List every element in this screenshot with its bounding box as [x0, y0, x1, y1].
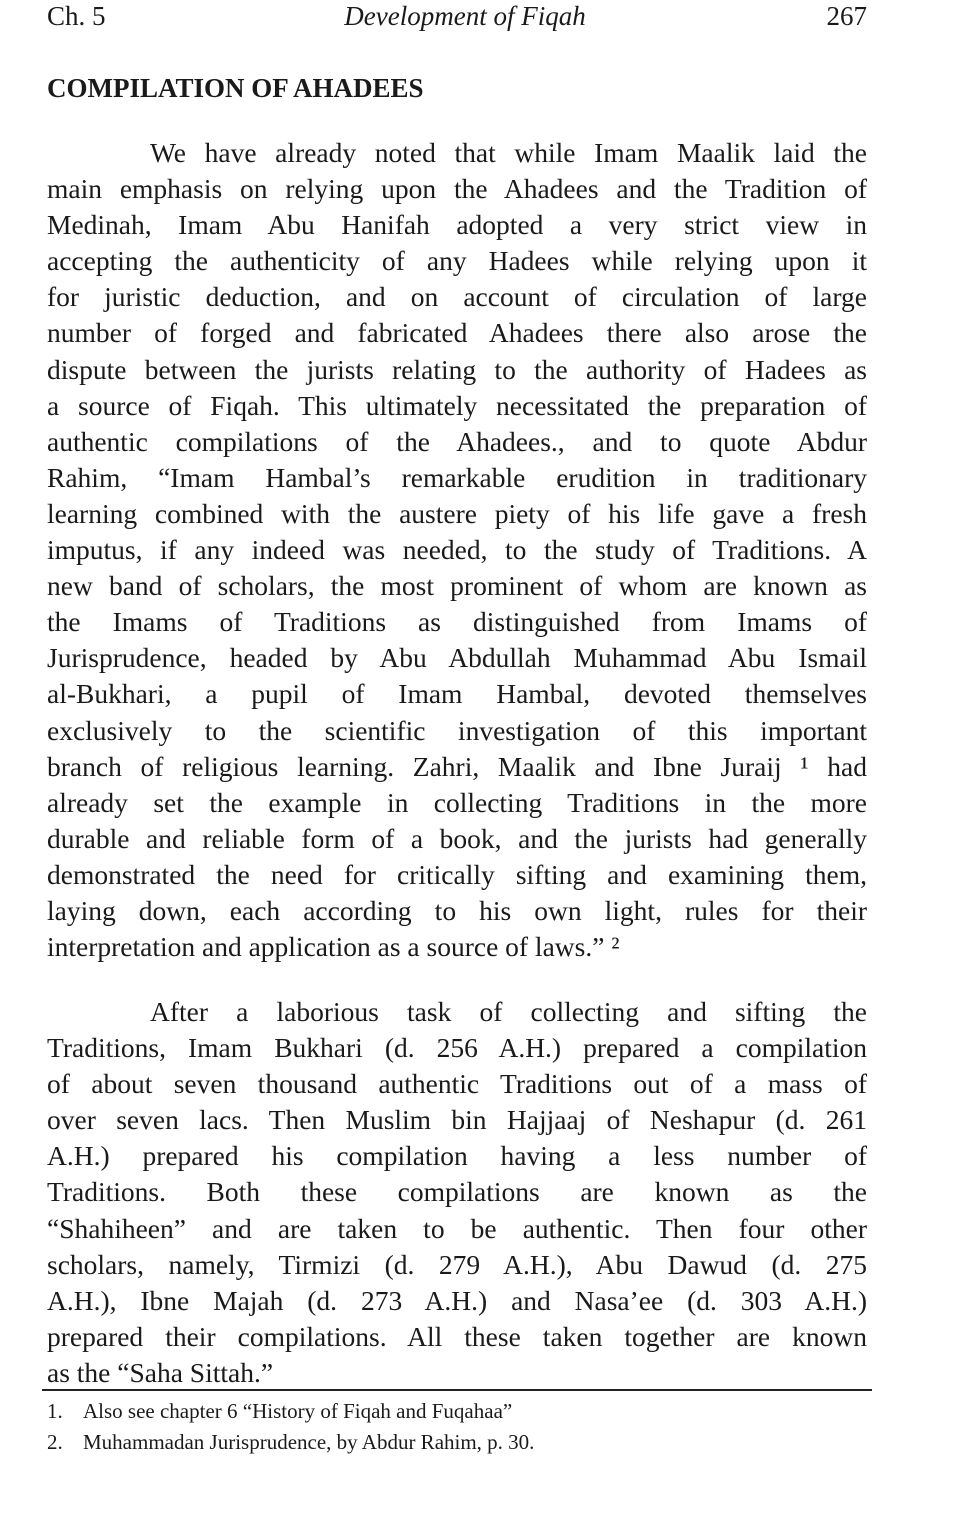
footnote-text: Also see chapter 6 “History of Fiqah and Fuqahaa”	[83, 1399, 513, 1423]
text-line: over seven lacs. Then Muslim bin Hajjaaj of Neshapur (d. 261	[47, 1104, 867, 1136]
text-line: After a laborious task of collecting and sifting the	[150, 996, 867, 1027]
text-line: number of forged and fabricated Ahadees there also arose the	[47, 317, 867, 349]
text-line: a source of Fiqah. This ultimately necessitated the preparation of	[47, 389, 867, 421]
text-line: scholars, namely, Tirmizi (d. 279 A.H.), Abu Dawud (d. 275	[47, 1248, 867, 1280]
footnote-divider	[42, 1389, 872, 1391]
text-line: new band of scholars, the most prominent of whom are known as	[47, 570, 867, 602]
text-line: A.H.) prepared his compilation having a less number of	[47, 1140, 867, 1172]
text-line: “Shahiheen” and are taken to be authentic. Then four other	[47, 1212, 867, 1244]
text-line: Rahim, “Imam Hambal’s remarkable erudition in traditionary	[47, 461, 867, 493]
paragraph-1	[47, 135, 867, 965]
text-line: We have already noted that while Imam Maalik laid the	[150, 137, 867, 168]
footnote-number: 1.	[47, 1399, 63, 1423]
text-line: A.H.), Ibne Majah (d. 273 A.H.) and Nasa’ee (d. 303 A.H.)	[47, 1284, 867, 1316]
text-line: authentic compilations of the Ahadees., and to quote Abdur	[47, 425, 867, 457]
text-line: prepared their compilations. All these taken together are known	[47, 1320, 867, 1352]
footnote-1	[47, 1398, 512, 1424]
running-title: Development of Fiqah	[344, 1, 586, 31]
paragraph-2	[47, 994, 867, 1391]
footnote-text: Muhammadan Jurisprudence, by Abdur Rahim, p. 30.	[83, 1430, 535, 1454]
text-line: laying down, each according to his own light, rules for their	[47, 894, 867, 926]
text-line: Medinah, Imam Abu Hanifah adopted a very strict view in	[47, 209, 867, 241]
text-line: already set the example in collecting Traditions in the more	[47, 786, 867, 818]
text-line: imputus, if any indeed was needed, to the study of Traditions. A	[47, 534, 867, 566]
text-line: learning combined with the austere piety of his life gave a fresh	[47, 497, 867, 529]
page-number: 267	[826, 1, 867, 31]
text-line: as the “Saha Sittah.”	[47, 1356, 274, 1388]
text-line: main emphasis on relying upon the Ahadees and the Tradition of	[47, 173, 867, 205]
footnote-number: 2.	[47, 1430, 63, 1454]
section-heading: COMPILATION OF AHADEES	[47, 73, 424, 103]
text-line: durable and reliable form of a book, and the jurists had generally	[47, 822, 867, 854]
text-line: accepting the authenticity of any Hadees while relying upon it	[47, 245, 867, 277]
text-line: demonstrated the need for critically sifting and examining them,	[47, 858, 867, 890]
text-line: Jurisprudence, headed by Abu Abdullah Muhammad Abu Ismail	[47, 642, 867, 674]
text-line: exclusively to the scientific investigation of this important	[47, 714, 867, 746]
text-line: Traditions, Imam Bukhari (d. 256 A.H.) prepared a compilation	[47, 1032, 867, 1064]
text-line: Traditions. Both these compilations are known as the	[47, 1176, 867, 1208]
text-line: the Imams of Traditions as distinguished from Imams of	[47, 606, 867, 638]
text-line: al-Bukhari, a pupil of Imam Hambal, devoted themselves	[47, 678, 867, 710]
chapter-label: Ch. 5	[47, 1, 106, 31]
text-line: interpretation and application as a source of laws.” ²	[47, 931, 620, 963]
text-line: dispute between the jurists relating to the authority of Hadees as	[47, 353, 867, 385]
text-line: for juristic deduction, and on account of circulation of large	[47, 281, 867, 313]
footnote-2	[47, 1429, 534, 1455]
text-line: branch of religious learning. Zahri, Maalik and Ibne Juraij ¹ had	[47, 750, 867, 782]
text-line: of about seven thousand authentic Traditions out of a mass of	[47, 1068, 867, 1100]
